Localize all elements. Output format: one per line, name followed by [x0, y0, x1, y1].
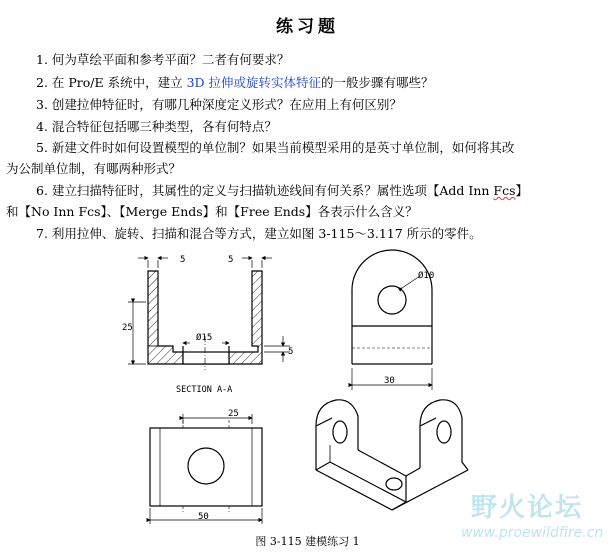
page-title: 练习题	[276, 17, 339, 37]
spell-flag-fcs: Fcs	[493, 183, 516, 198]
figure-caption: 图 3-115 建模练习 1	[255, 535, 360, 548]
question-2-pre: 2. 在 Pro/E 系统中，建立	[36, 75, 187, 90]
question-6-pre: 6. 建立扫描特征时，其属性的定义与扫描轨迹线间有何关系？属性选项【Add Inn	[36, 183, 494, 198]
watermark	[433, 483, 613, 551]
question-6-line-1	[36, 182, 528, 200]
question-2	[36, 74, 434, 92]
dim-25-top: 25	[228, 409, 239, 419]
question-3: 3. 创建拉伸特征时，有哪几种深度定义形式？在应用上有何区别？	[36, 97, 402, 112]
dim-phi10: Ø10	[418, 271, 435, 281]
dim-5-top-left: 5	[180, 255, 186, 265]
question-5-line-1: 5. 新建文件时如何设置模型的单位制？如果当前模型采用的是英寸单位制，如何将其改	[36, 140, 515, 155]
section-view	[128, 258, 290, 370]
question-2-post: 的一般步骤有哪些？	[321, 75, 434, 90]
top-view	[150, 414, 262, 524]
question-4: 4. 混合特征包括哪三种类型，各有何特点？	[36, 119, 277, 134]
dim-30: 30	[384, 376, 395, 386]
watermark-text: 野火论坛	[471, 493, 584, 523]
question-7: 7. 利用拉伸、旋转、扫描和混合等方式，建立如图 3-115～3.117 所示的零件。	[36, 226, 482, 241]
question-6-line-2: 和【No Inn Fcs】、【Merge Ends】和【Free Ends】各表示什么含义？	[6, 204, 418, 219]
question-6-post: 】	[515, 183, 529, 198]
dim-phi15: Ø15	[196, 333, 213, 343]
question-2-link[interactable]: 3D 拉伸或旋转实体特征	[186, 75, 322, 90]
watermark-url: www.proewildfire.cn	[461, 525, 604, 541]
dim-5-top-right: 5	[228, 255, 234, 265]
dim-50: 50	[198, 512, 209, 522]
dim-5-right: 5	[288, 347, 294, 357]
section-label: SECTION A-A	[176, 385, 233, 395]
question-5-line-2: 为公制单位制，有哪两种形式？	[6, 161, 182, 176]
dim-25-left: 25	[122, 323, 133, 333]
question-1: 1. 何为草绘平面和参考平面？二者有何要求？	[36, 52, 290, 67]
